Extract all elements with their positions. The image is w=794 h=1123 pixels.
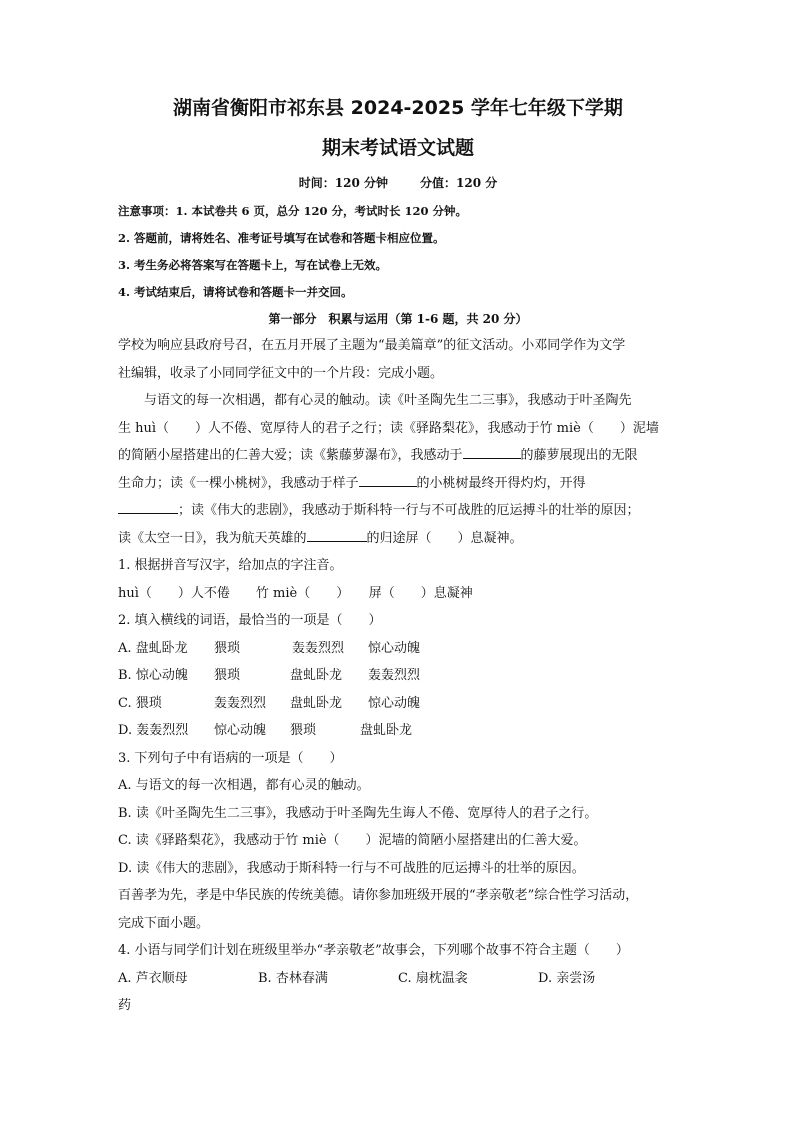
fill-blank [359,472,417,487]
option-term: 盘虬卧龙 [290,668,343,683]
passage-line: 生 huì（ ）人不倦、宽厚待人的君子之行；读《驿路梨花》，我感动于竹 miè（ ）泥墙 [118,420,659,436]
option-term: 猥琐 [214,668,241,683]
context-line: 完成下面小题。 [118,915,210,931]
exam-page [118,96,678,1020]
question-2-option [118,690,678,718]
option-term: C. 猥琐 [118,695,162,711]
passage-line [118,497,678,525]
question-4-options [118,965,678,993]
passage-text: 读《太空一日》，我为航天英雄的 [118,530,307,546]
intro-line: 学校为响应县政府号召，在五月开展了主题为“最美篇章”的征文活动。小邓同学作为文学 [118,338,626,353]
option-term: 惊心动魄 [368,695,421,711]
option-term: D. 轰轰烈烈 [118,723,189,738]
section-heading: 第一部分 积累与运用（第 1-6 题，共 20 分） [268,312,528,326]
passage-line: 与语文的每一次相遇，都有心灵的触动。读《叶圣陶先生二三事》，我感动于叶圣陶先 [118,393,632,408]
option-term: 盘虬卧龙 [360,723,413,738]
option-term: 惊心动魄 [214,723,267,738]
question-4-option-overflow: 药 [118,998,132,1013]
passage-text: ；读《伟大的悲剧》，我感动于斯科特一行与不可战胜的厄运搏斗的壮举的原因； [178,503,640,518]
passage-text: 的藤萝展现出的无限 [520,448,638,463]
question-4-option: A. 芦衣顺母 [118,970,188,986]
question-3-stem: 3. 下列句子中有语病的一项是（ ） [118,750,343,766]
context-line: 百善孝为先，孝是中华民族的传统美德。请你参加班级开展的“孝亲敬老”综合性学习活动， [118,888,639,903]
passage-line [118,470,678,498]
intro-line: 社编辑，收录了小同同学征文中的一个片段：完成小题。 [118,365,444,381]
option-term: 猥琐 [214,640,241,656]
question-1-stem: 1. 根据拼音写汉字，给加点的字注音。 [118,558,343,573]
question-4-stem: 4. 小语与同学们计划在班级里举办“孝亲敬老”故事会，下列哪个故事不符合主题（ ） [118,943,629,958]
option-term: 猥琐 [290,723,317,738]
question-3-option: B. 读《叶圣陶先生二三事》，我感动于叶圣陶先生诲人不倦、宽厚待人的君子之行。 [118,805,598,821]
question-3-option: D. 读《伟大的悲剧》，我感动于斯科特一行与不可战胜的厄运搏斗的壮举的原因。 [118,860,585,876]
page-title: 湖南省衡阳市祁东县 2024-2025 学年七年级下学期 [173,97,623,119]
option-term: 轰轰烈烈 [214,695,267,711]
fill-blank [118,499,178,514]
question-3-option: A. 与语文的每一次相遇，都有心灵的触动。 [118,778,370,793]
note-item: 2. 答题前，请将姓名、准考证号填写在试卷和答题卡相应位置。 [118,231,445,245]
passage-line [118,442,678,470]
question-2-option [118,635,678,663]
option-term: 惊心动魄 [368,640,421,656]
passage-text: 的简陋小屋搭建出的仁善大爱；读《紫藤萝瀑布》，我感动于 [118,448,463,463]
fill-blank [463,444,521,459]
page-subtitle: 期末考试语文试题 [321,137,474,159]
question-4-option: C. 扇枕温衾 [398,970,468,986]
question-4-option: D. 亲尝汤 [538,970,596,986]
question-2-option [118,662,678,690]
passage [118,387,678,552]
exam-meta [118,174,678,192]
passage-text: 的归途屏（ ）息凝神。 [366,530,523,546]
option-term: B. 惊心动魄 [118,668,188,683]
option-term: 轰轰烈烈 [368,668,421,683]
question-3-option: C. 读《驿路梨花》，我感动于竹 miè（ ）泥墙的简陋小屋搭建出的仁善大爱。 [118,833,587,848]
fill-blank [307,527,367,542]
exam-time: 时间：120 分钟 [298,176,388,190]
question-1-line: huì（ ）人不倦 竹 miè（ ） 屏（ ）息凝神 [118,585,473,601]
notes-block [118,198,678,306]
question-4-option: B. 杏林春满 [258,970,328,986]
exam-score: 分值：120 分 [420,176,498,190]
question-2-option [118,717,678,745]
passage-text: 的小桃树最终开得灼灼，开得 [416,475,586,491]
note-item: 3. 考生务必将答案写在答题卡上，写在试卷上无效。 [118,258,388,272]
note-item: 注意事项：1. 本试卷共 6 页，总分 120 分，考试时长 120 分钟。 [118,204,468,218]
note-item: 4. 考试结束后，请将试卷和答题卡一并交回。 [118,285,353,299]
passage-line [118,525,678,553]
option-term: A. 盘虬卧龙 [118,640,188,656]
passage-text: 生命力；读《一棵小桃树》，我感动于样子 [118,475,359,491]
option-term: 盘虬卧龙 [290,695,343,711]
question-2-stem: 2. 填入横线的词语，最恰当的一项是（ ） [118,613,382,628]
option-term: 轰轰烈烈 [292,640,345,656]
